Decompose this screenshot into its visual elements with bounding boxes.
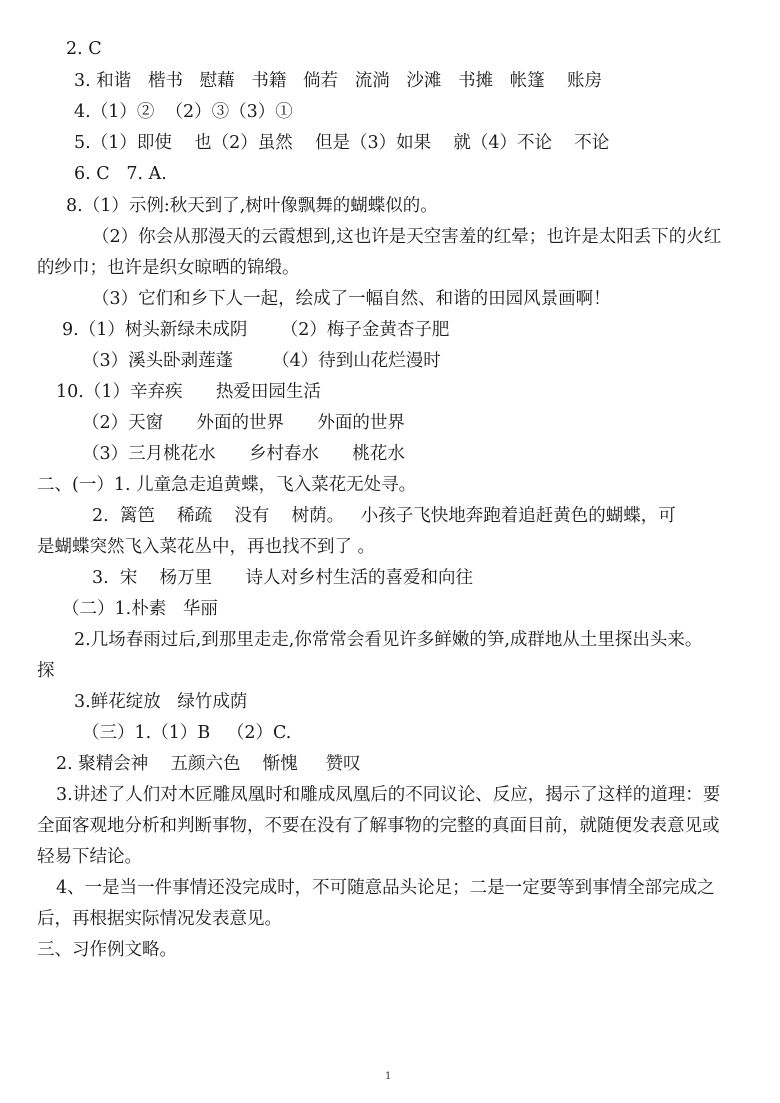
section-2-part-1-heading: 二、(一）1. 儿童急走追黄蝶，飞入菜花无处寻。 [37, 475, 417, 495]
answer-line-3: 3. 和谐 楷书 慰藉 书籍 倘若 流淌 沙滩 书摊 帐篷 账房 [74, 71, 603, 91]
section-2-q2: 2. 篱笆 稀疏 没有 树荫。 小孩子飞快地奔跑着追赶黄色的蝴蝶，可 [92, 506, 676, 526]
section-2-part-2-q2: 2.几场春雨过后,到那里走走,你常常会看见许多鲜嫩的笋,成群地从土里探出头来。 [74, 630, 703, 650]
answer-line-6-7: 6. C 7. A. [74, 164, 167, 184]
answer-line-9-b: （3）溪头卧剥莲蓬 （4）待到山花烂漫时 [82, 351, 441, 371]
answer-line-8-3: （3）它们和乡下人一起，绘成了一幅自然、和谐的田园风景画啊！ [92, 289, 611, 309]
answer-line-9-a: 9.（1）树头新绿未成阴 （2）梅子金黄杏子肥 [62, 320, 450, 340]
page-number: 1 [385, 1071, 392, 1082]
section-2-part-3-q2: 2. 聚精会神 五颜六色 惭愧 赞叹 [56, 754, 361, 774]
section-2-q3: 3. 宋 杨万里 诗人对乡村生活的喜爱和向往 [92, 568, 473, 588]
section-2-part-2-q1: （二）1.朴素 华丽 [62, 599, 218, 619]
section-2-q2-cont: 是蝴蝶突然飞入菜花丛中，再也找不到了 。 [37, 537, 376, 557]
answer-line-10-2: （2）天窗 外面的世界 外面的世界 [82, 413, 405, 433]
section-2-part-3-q3: 3.讲述了人们对木匠雕凤凰时和雕成凤凰后的不同议论、反应，揭示了这样的道理：要 [56, 785, 721, 805]
section-2-part-3-q4: 4、一是当一件事情还没完成时，不可随意品头论足；二是一定要等到事情全部完成之 [56, 878, 715, 898]
answer-line-5: 5.（1）即使 也（2）虽然 但是（3）如果 就（4）不论 不论 [74, 133, 610, 153]
answer-line-10-1: 10.（1）辛弃疾 热爱田园生活 [56, 382, 321, 402]
section-2-part-3-q4-cont: 后，再根据实际情况发表意见。 [37, 909, 282, 929]
answer-line-8-1: 8.（1）示例:秋天到了,树叶像飘舞的蝴蝶似的。 [66, 196, 438, 216]
section-2-part-2-q3: 3.鲜花绽放 绿竹成荫 [74, 692, 248, 712]
answer-line-8-2: （2）你会从那漫天的云霞想到,这也许是天空害羞的红晕；也许是太阳丢下的火红 [92, 227, 722, 247]
section-2-part-3-q1: （三）1.（1）B （2）C. [82, 723, 292, 743]
section-2-part-3-q3-cont-1: 全面客观地分析和判断事物，不要在没有了解事物的完整的真面目前，就随便发表意见或 [37, 816, 720, 836]
section-3-heading: 三、习作例文略。 [37, 940, 177, 960]
section-2-part-3-q3-cont-2: 轻易下结论。 [37, 847, 142, 867]
answer-line-8-2-cont: 的纱巾；也许是织女晾晒的锦缎。 [37, 258, 300, 278]
answer-line-10-3: （3）三月桃花水 乡村春水 桃花水 [82, 444, 405, 464]
answer-line-4: 4.（1）② （2）③（3）① [74, 102, 293, 122]
answer-line-2: 2. C [66, 39, 102, 59]
section-2-part-2-q2-cont: 探 [37, 661, 55, 681]
